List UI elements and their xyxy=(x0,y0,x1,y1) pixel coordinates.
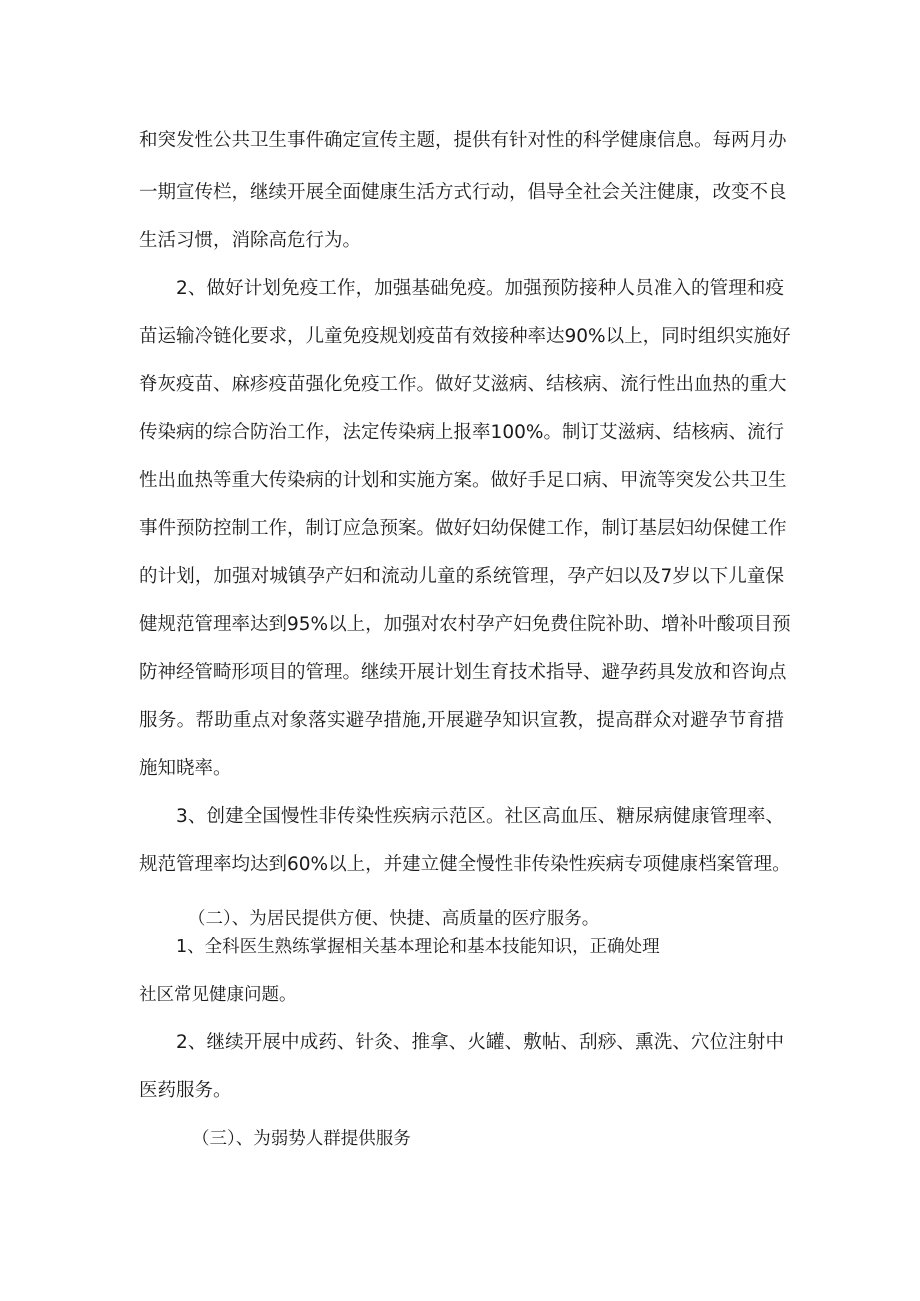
text-line: 事件预防控制工作，制订应急预案。做好妇幼保健工作，制订基层妇幼保健工作 xyxy=(139,518,787,539)
text-line: 脊灰疫苗、麻疹疫苗强化免疫工作。做好艾滋病、结核病、流行性出血热的重大 xyxy=(139,374,787,395)
text-line: 社区常见健康问题。 xyxy=(139,985,297,1005)
text-line: 生活习惯，消除高危行为。 xyxy=(139,230,362,251)
text-line: 1、全科医生熟练掌握相关基本理论和基本技能知识，正确处理 xyxy=(176,937,660,957)
section-heading-2: （二）、为居民提供方便、快捷、高质量的医疗服务。 xyxy=(188,909,600,929)
text-line: 健规范管理率达到95%以上，加强对农村孕产妇免费住院补助、增补叶酸项目预 xyxy=(139,614,791,635)
text-line: 2、继续开展中成药、针灸、推拿、火罐、敷帖、刮痧、熏洗、穴位注射中 xyxy=(176,1032,784,1053)
text-line: 防神经管畸形项目的管理。继续开展计划生育技术指导、避孕药具发放和咨询点 xyxy=(139,662,787,683)
text-line: 施知晓率。 xyxy=(139,758,232,779)
text-line: 规范管理率均达到60%以上，并建立健全慢性非传染性疾病专项健康档案管理。 xyxy=(139,854,791,875)
text-line: 和突发性公共卫生事件确定宣传主题，提供有针对性的科学健康信息。每两月办 xyxy=(139,130,787,151)
text-line: 医药服务。 xyxy=(139,1080,232,1101)
text-line: 一期宣传栏，继续开展全面健康生活方式行动，倡导全社会关注健康，改变不良 xyxy=(139,182,787,203)
text-line: 苗运输冷链化要求，儿童免疫规划疫苗有效接种率达90%以上，同时组织实施好 xyxy=(139,326,791,347)
text-line: 的计划，加强对城镇孕产妇和流动儿童的系统管理，孕产妇以及7岁以下儿童保 xyxy=(139,566,784,587)
text-line: 服务。帮助重点对象落实避孕措施,开展避孕知识宣教，提高群众对避孕节育措 xyxy=(139,710,784,731)
text-line: 性出血热等重大传染病的计划和实施方案。做好手足口病、甲流等突发公共卫生 xyxy=(139,470,787,491)
text-line: 3、创建全国慢性非传染性疾病示范区。社区高血压、糖尿病健康管理率、 xyxy=(176,806,784,827)
text-line: 2、做好计划免疫工作，加强基础免疫。加强预防接种人员准入的管理和疫 xyxy=(176,278,784,299)
text-line: 传染病的综合防治工作，法定传染病上报率100%。制订艾滋病、结核病、流行 xyxy=(139,422,784,443)
section-heading-3: （三）、为弱势人群提供服务 xyxy=(192,1129,411,1149)
